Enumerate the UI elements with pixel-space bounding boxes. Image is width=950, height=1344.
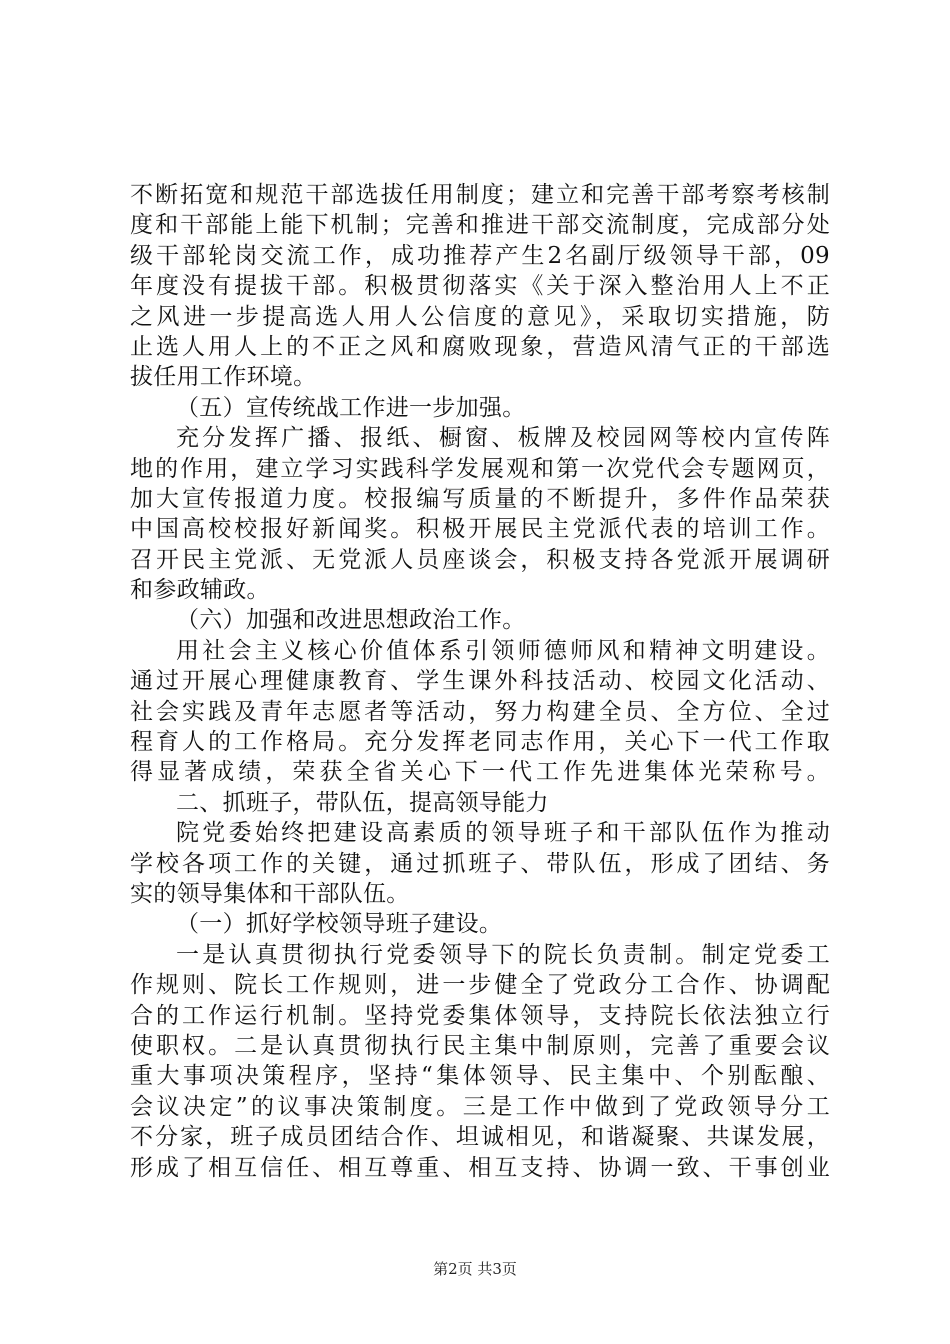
text-line: 不断拓宽和规范干部选拔任用制度；建立和完善干部考察考核制 [130, 182, 830, 208]
text-line: （一）抓好学校领导班子建设。 [176, 911, 503, 938]
text-line: 用社会主义核心价值体系引领师德师风和精神文明建设。 [176, 637, 830, 664]
text-line: 地的作用，建立学习实践科学发展观和第一次党代会专题网页， [130, 455, 830, 482]
text-line: 社会实践及青年志愿者等活动，努力构建全员、全方位、全过 [130, 698, 830, 725]
text-line: 作规则、院长工作规则，进一步健全了党政分工合作、协调配 [130, 972, 830, 999]
text-line: 和参政辅政。 [130, 577, 270, 604]
text-line: 止选人用人上的不正之风和腐败现象，营造风清气正的干部选 [130, 333, 830, 360]
text-line: 得显著成绩，荣获全省关心下一代工作先进集体光荣称号。 [130, 759, 830, 786]
text-line: 合的工作运行机制。坚持党委集体领导，支持院长依法独立行 [130, 1002, 830, 1029]
text-line: 中国高校校报好新闻奖。积极开展民主党派代表的培训工作。 [130, 516, 830, 543]
text-line: 召开民主党派、无党派人员座谈会，积极支持各党派开展调研 [130, 546, 830, 573]
text-line: 实的领导集体和干部队伍。 [130, 880, 410, 907]
text-line: 院党委始终把建设高素质的领导班子和干部队伍作为推动 [176, 820, 830, 847]
text-line: 程育人的工作格局。充分发挥老同志作用，关心下一代工作取 [130, 729, 830, 756]
text-line: 加大宣传报道力度。校报编写质量的不断提升，多件作品荣获 [130, 485, 830, 512]
text-line: 级干部轮岗交流工作，成功推荐产生2名副厅级领导干部，09 [130, 242, 830, 269]
text-line: 拔任用工作环境。 [130, 364, 317, 391]
text-line: 度和干部能上能下机制；完善和推进干部交流制度，完成部分处 [130, 212, 830, 239]
text-line: （六）加强和改进思想政治工作。 [176, 607, 526, 634]
text-line: 学校各项工作的关键，通过抓班子、带队伍，形成了团结、务 [130, 850, 830, 877]
text-line: 不分家，班子成员团结合作、坦诚相见，和谐凝聚、共谋发展， [130, 1124, 830, 1151]
text-line: 一是认真贯彻执行党委领导下的院长负责制。制定党委工 [176, 941, 830, 968]
text-line: （五）宣传统战工作进一步加强。 [176, 394, 526, 421]
body-text [130, 180, 830, 1183]
text-line: 形成了相互信任、相互尊重、相互支持、协调一致、干事创业 [130, 1154, 830, 1181]
text-line: 年度没有提拔干部。积极贯彻落实《关于深入整治用人上不正 [130, 273, 830, 300]
text-line: 充分发挥广播、报纸、橱窗、板牌及校园网等校内宣传阵 [176, 425, 830, 452]
text-line: 之风进一步提高选人用人公信度的意见》，采取切实措施，防 [130, 303, 830, 330]
text-line: 通过开展心理健康教育、学生课外科技活动、校园文化活动、 [130, 668, 830, 695]
text-line: 会议决定”的议事决策制度。三是工作中做到了党政领导分工 [130, 1093, 830, 1120]
page-footer: 第2页 共3页 [433, 1260, 517, 1278]
text-line: 重大事项决策程序，坚持“集体领导、民主集中、个别酝酿、 [130, 1063, 830, 1090]
text-line: 使职权。二是认真贯彻执行民主集中制原则，完善了重要会议 [130, 1032, 830, 1059]
text-line: 二、抓班子，带队伍，提高领导能力 [176, 789, 549, 816]
